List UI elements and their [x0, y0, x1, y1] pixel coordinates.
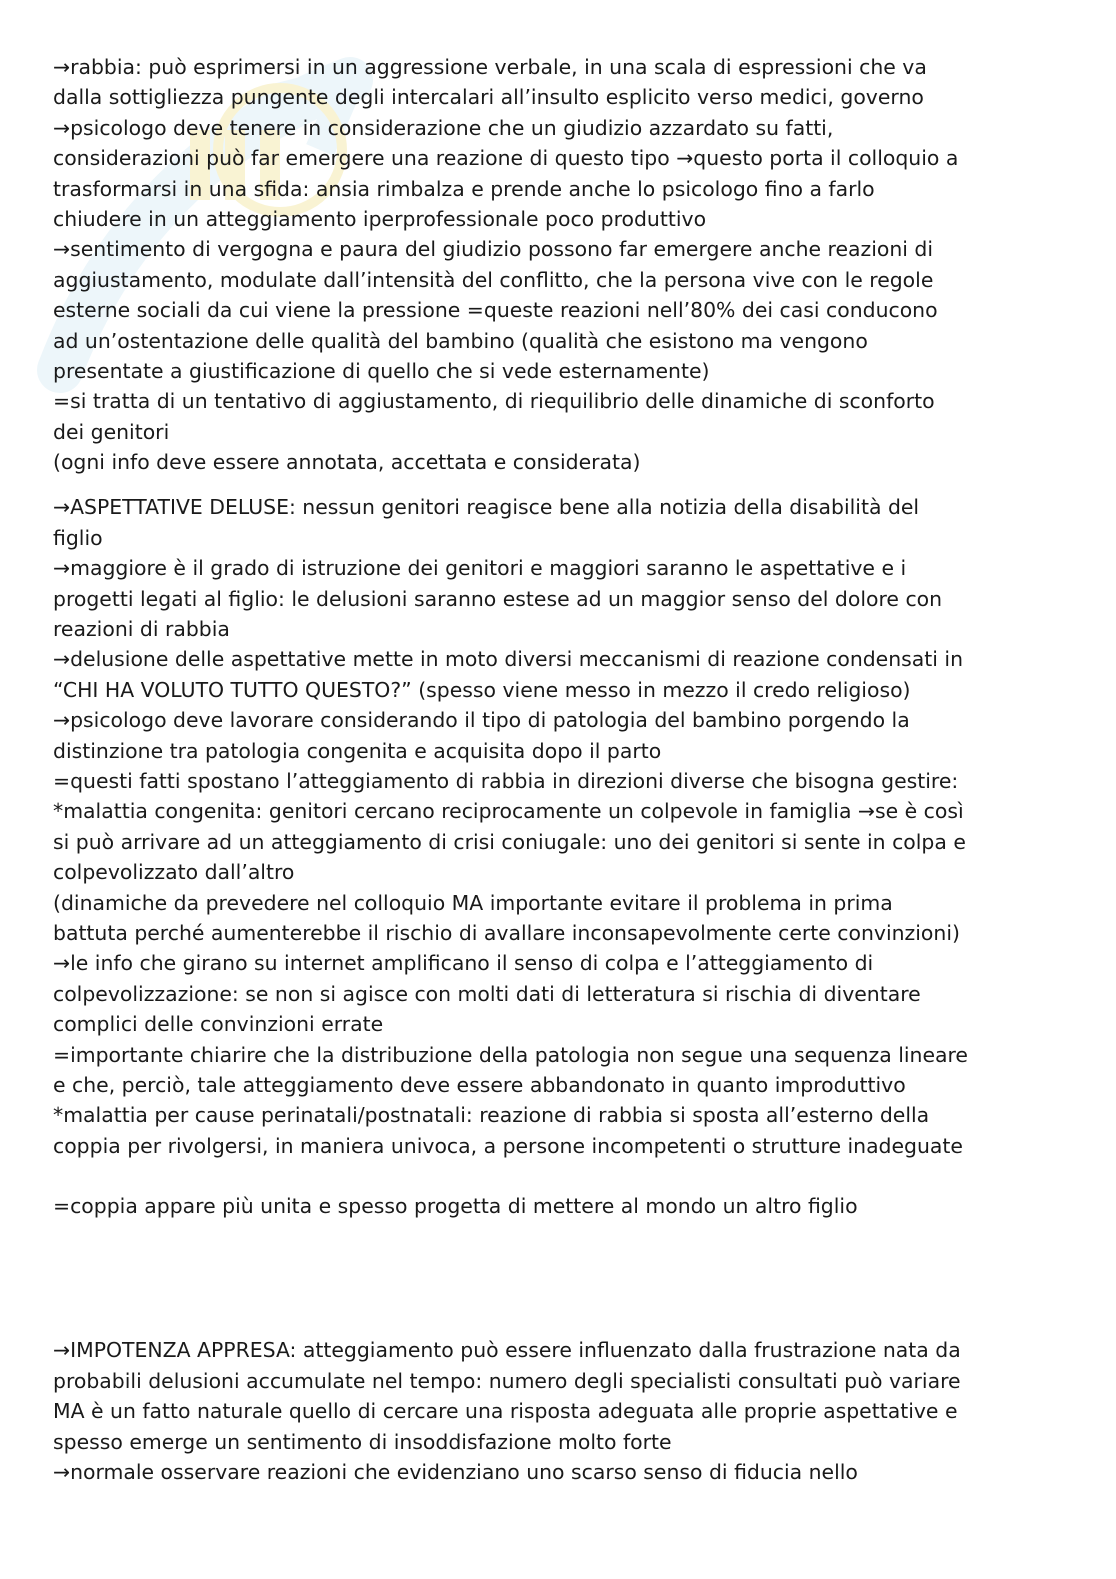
text-line: probabili delusioni accumulate nel tempo: numero degli specialisti consultati può variare — [53, 1368, 961, 1393]
text-line: coppia per rivolgersi, in maniera univoca, a persone incompetenti o strutture inadeguate — [53, 1133, 963, 1158]
text-line: dei genitori — [53, 419, 170, 444]
text-line: complici delle convinzioni errate — [53, 1012, 384, 1037]
text-line: *malattia per cause perinatali/postnatali: reazione di rabbia si sposta all’esterno della — [53, 1103, 930, 1128]
text-line: →le info che girano su internet amplificano il senso di colpa e l’atteggiamento di — [53, 951, 874, 976]
text-line: →delusione delle aspettative mette in moto diversi meccanismi di reazione condensati in — [53, 647, 964, 672]
text-line: “CHI HA VOLUTO TUTTO QUESTO?” (spesso viene messo in mezzo il credo religioso) — [53, 677, 911, 702]
text-line: →IMPOTENZA APPRESA: atteggiamento può essere influenzato dalla frustrazione nata da — [53, 1338, 961, 1363]
text-line: →ASPETTATIVE DELUSE: nessun genitori reagisce bene alla notizia della disabilità del — [53, 495, 920, 520]
text-line: =importante chiarire che la distribuzione della patologia non segue una sequenza lineare — [53, 1042, 968, 1067]
text-line: distinzione tra patologia congenita e acquisita dopo il parto — [53, 738, 662, 763]
text-line: presentate a giustificazione di quello che si vede esternamente) — [53, 358, 710, 383]
text-line: =questi fatti spostano l’atteggiamento di rabbia in direzioni diverse che bisogna gestire: — [53, 768, 959, 793]
text-line: spesso emerge un sentimento di insoddisfazione molto forte — [53, 1429, 672, 1454]
text-line: →sentimento di vergogna e paura del giudizio possono far emergere anche reazioni di — [53, 237, 934, 262]
text-line: figlio — [53, 525, 103, 550]
text-line: aggiustamento, modulate dall’intensità del conflitto, che la persona vive con le regole — [53, 267, 934, 292]
text-line: considerazioni può far emergere una reazione di questo tipo →questo porta il colloquio a — [53, 146, 959, 171]
text-line: →psicologo deve lavorare considerando il tipo di patologia del bambino porgendo la — [53, 708, 910, 733]
text-line: →maggiore è il grado di istruzione dei genitori e maggiori saranno le aspettative e i — [53, 556, 907, 581]
paragraph-coppia — [53, 1191, 1063, 1221]
paragraph-aspettative-deluse — [53, 492, 1063, 1161]
document-page — [53, 52, 1063, 1487]
text-line: dalla sottigliezza pungente degli intercalari all’insulto esplicito verso medici, governo — [53, 85, 924, 110]
text-line: battuta perché aumenterebbe il rischio di avallare inconsapevolmente certe convinzioni) — [53, 920, 960, 945]
paragraph-rabbia — [53, 52, 1063, 477]
text-line: progetti legati al figlio: le delusioni saranno estese ad un maggior senso del dolore con — [53, 586, 943, 611]
text-line: esterne sociali da cui viene la pressione =queste reazioni nell’80% dei casi conducono — [53, 298, 938, 323]
text-line: colpevolizzazione: se non si agisce con molti dati di letteratura si rischia di diventare — [53, 981, 921, 1006]
text-line: e che, perciò, tale atteggiamento deve essere abbandonato in quanto improduttivo — [53, 1072, 906, 1097]
text-line: (dinamiche da prevedere nel colloquio MA importante evitare il problema in prima — [53, 890, 893, 915]
text-line: →psicologo deve tenere in considerazione che un giudizio azzardato su fatti, — [53, 115, 834, 140]
text-line: =coppia appare più unita e spesso progetta di mettere al mondo un altro figlio — [53, 1194, 858, 1219]
text-line: si può arrivare ad un atteggiamento di crisi coniugale: uno dei genitori si sente in colpa e — [53, 829, 966, 854]
text-line: *malattia congenita: genitori cercano reciprocamente un colpevole in famiglia →se è così — [53, 799, 964, 824]
text-line: →normale osservare reazioni che evidenziano uno scarso senso di fiducia nello — [53, 1460, 858, 1485]
text-line: =si tratta di un tentativo di aggiustamento, di riequilibrio delle dinamiche di sconforto — [53, 389, 935, 414]
text-line: ad un’ostentazione delle qualità del bambino (qualità che esistono ma vengono — [53, 328, 868, 353]
text-line: MA è un fatto naturale quello di cercare una risposta adeguata alle proprie aspettative e — [53, 1399, 958, 1424]
text-line: reazioni di rabbia — [53, 617, 230, 642]
paragraph-impotenza-appresa — [53, 1335, 1063, 1487]
text-line: (ogni info deve essere annotata, accettata e considerata) — [53, 450, 641, 475]
text-line: colpevolizzato dall’altro — [53, 860, 295, 885]
text-line: chiudere in un atteggiamento iperprofessionale poco produttivo — [53, 206, 707, 231]
text-line: trasformarsi in una sfida: ansia rimbalza e prende anche lo psicologo fino a farlo — [53, 176, 875, 201]
text-line: →rabbia: può esprimersi in un aggressione verbale, in una scala di espressioni che va — [53, 55, 927, 79]
